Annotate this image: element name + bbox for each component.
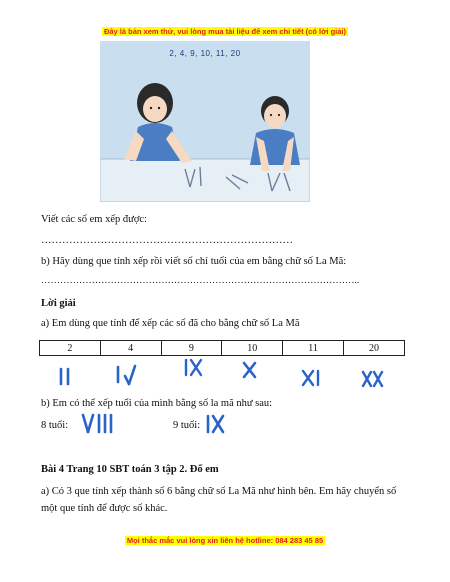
roman-ix-age-sticks	[204, 413, 226, 435]
illustration-numbers: 2, 4, 9, 10, 11, 20	[169, 49, 241, 58]
roman-ii-sticks	[55, 366, 75, 386]
part-b-question: b) Hãy dùng que tính xếp rồi viết số chỉ tuổi của em bằng chữ số La Mã:	[41, 256, 347, 267]
exercise-title: Bài 4 Trang 10 SBT toán 3 tập 2. Đố em	[41, 464, 219, 475]
table-cell: 11	[283, 341, 344, 356]
roman-viii-sticks	[80, 412, 116, 436]
girl-figure	[124, 83, 192, 163]
preview-notice	[0, 27, 450, 36]
table-cell: 2	[40, 341, 101, 356]
children-drawing	[100, 41, 310, 202]
exercise-text-line1: a) Có 3 que tính xếp thành số 6 bằng chữ số La Mã như hình bên. Em hãy chuyển số	[41, 486, 397, 497]
preview-notice-text: Đây là bản xem thử, vui lòng mua tài liệu để xem chi tiết (có lời giải)	[103, 27, 347, 36]
table-row	[40, 341, 405, 356]
roman-xx-sticks	[361, 369, 385, 389]
hotline-notice-text: Mọi thắc mắc vui lòng xin liên hệ hotline: 084 283 45 85	[126, 536, 324, 545]
roman-x-sticks	[240, 360, 260, 380]
roman-ix-sticks	[182, 357, 204, 379]
instruction-text: Viết các số em xếp được:	[41, 214, 147, 225]
roman-iv-sticks	[113, 362, 139, 386]
answer-line-short: ………………………………………………………………	[41, 235, 293, 246]
boy-figure	[250, 96, 300, 171]
solution-heading: Lời giải	[41, 298, 76, 309]
table-cell: 4	[100, 341, 161, 356]
age-9-label: 9 tuổi:	[173, 420, 201, 431]
table-cell: 10	[222, 341, 283, 356]
numbers-table	[39, 340, 405, 356]
age-8-label: 8 tuổi:	[41, 420, 69, 431]
table-cell: 20	[344, 341, 405, 356]
part-a-answer: a) Em dùng que tính để xếp các số đã cho bằng chữ số La Mã	[41, 318, 300, 329]
hotline-notice	[0, 536, 450, 545]
roman-xi-sticks	[300, 368, 322, 388]
table-cell: 9	[161, 341, 222, 356]
part-b-answer: b) Em có thể xếp tuổi của mình bằng số la mã như sau:	[41, 398, 273, 409]
children-illustration	[100, 41, 310, 202]
exercise-text-line2: một que tính để được số khác.	[41, 503, 168, 514]
answer-line-long: ………………………………………………………………………………………..	[41, 276, 360, 286]
